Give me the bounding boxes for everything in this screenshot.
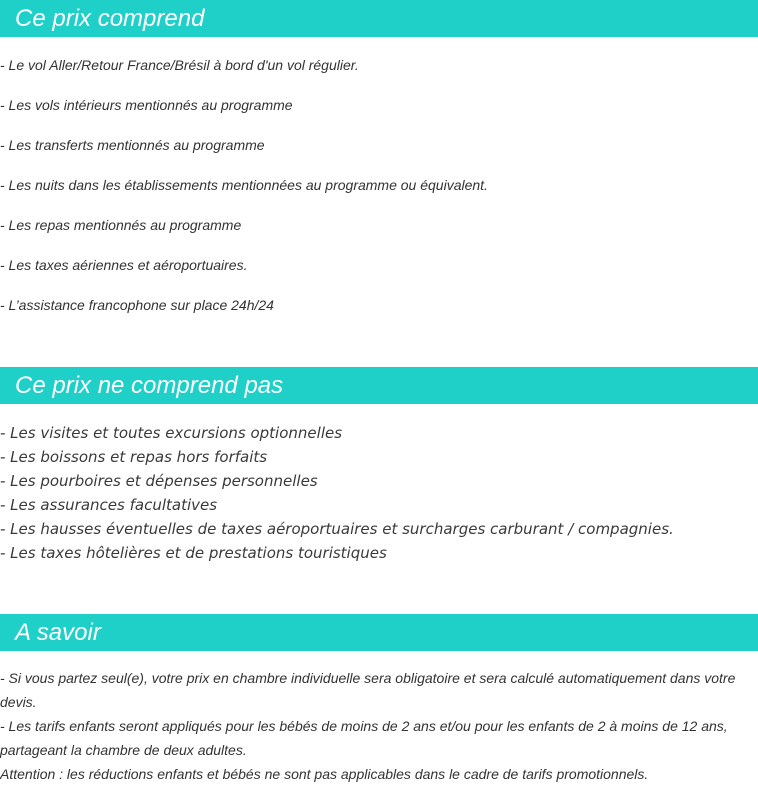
- excludes-item-tips: - Les pourboires et dépenses personnelles: [0, 472, 318, 490]
- excludes-item-surcharges: - Les hausses éventuelles de taxes aéroportuaires et surcharges carburant / compagnies.: [0, 520, 674, 538]
- section-header-excludes: Ce prix ne comprend pas: [0, 367, 758, 404]
- includes-item-taxes: - Les taxes aériennes et aéroportuaires.: [0, 257, 248, 273]
- info-paragraph-child-rates: - Les tarifs enfants seront appliqués pour les bébés de moins de 2 ans et/ou pour les enfants de 2 à moins de 12 ans, partageant la chambre de deux adultes.: [0, 718, 728, 758]
- info-block: [0, 666, 752, 786]
- includes-item-nights: - Les nuits dans les établissements mentionnées au programme ou équivalent.: [0, 177, 488, 193]
- excludes-list: [0, 421, 674, 565]
- info-paragraph-attention: Attention : les réductions enfants et bébés ne sont pas applicables dans le cadre de tarifs promotionnels.: [0, 766, 649, 782]
- excludes-item-excursions: - Les visites et toutes excursions optionnelles: [0, 424, 343, 442]
- includes-item-transfers: - Les transferts mentionnés au programme: [0, 137, 265, 153]
- info-paragraph-single-room: - Si vous partez seul(e), votre prix en chambre individuelle sera obligatoire et sera calculé automatiquement dans votre devis.: [0, 670, 736, 710]
- includes-list: [0, 54, 488, 334]
- section-header-info: A savoir: [0, 614, 758, 651]
- excludes-item-drinks: - Les boissons et repas hors forfaits: [0, 448, 268, 466]
- includes-item-assistance: - L’assistance francophone sur place 24h/24: [0, 297, 274, 313]
- includes-item-domestic-flights: - Les vols intérieurs mentionnés au programme: [0, 97, 293, 113]
- includes-item-flight: - Le vol Aller/Retour France/Brésil à bord d'un vol régulier.: [0, 57, 359, 73]
- includes-item-meals: - Les repas mentionnés au programme: [0, 217, 242, 233]
- excludes-item-insurance: - Les assurances facultatives: [0, 496, 218, 514]
- section-header-includes: Ce prix comprend: [0, 0, 758, 37]
- excludes-item-hotel-taxes: - Les taxes hôtelières et de prestations touristiques: [0, 544, 387, 562]
